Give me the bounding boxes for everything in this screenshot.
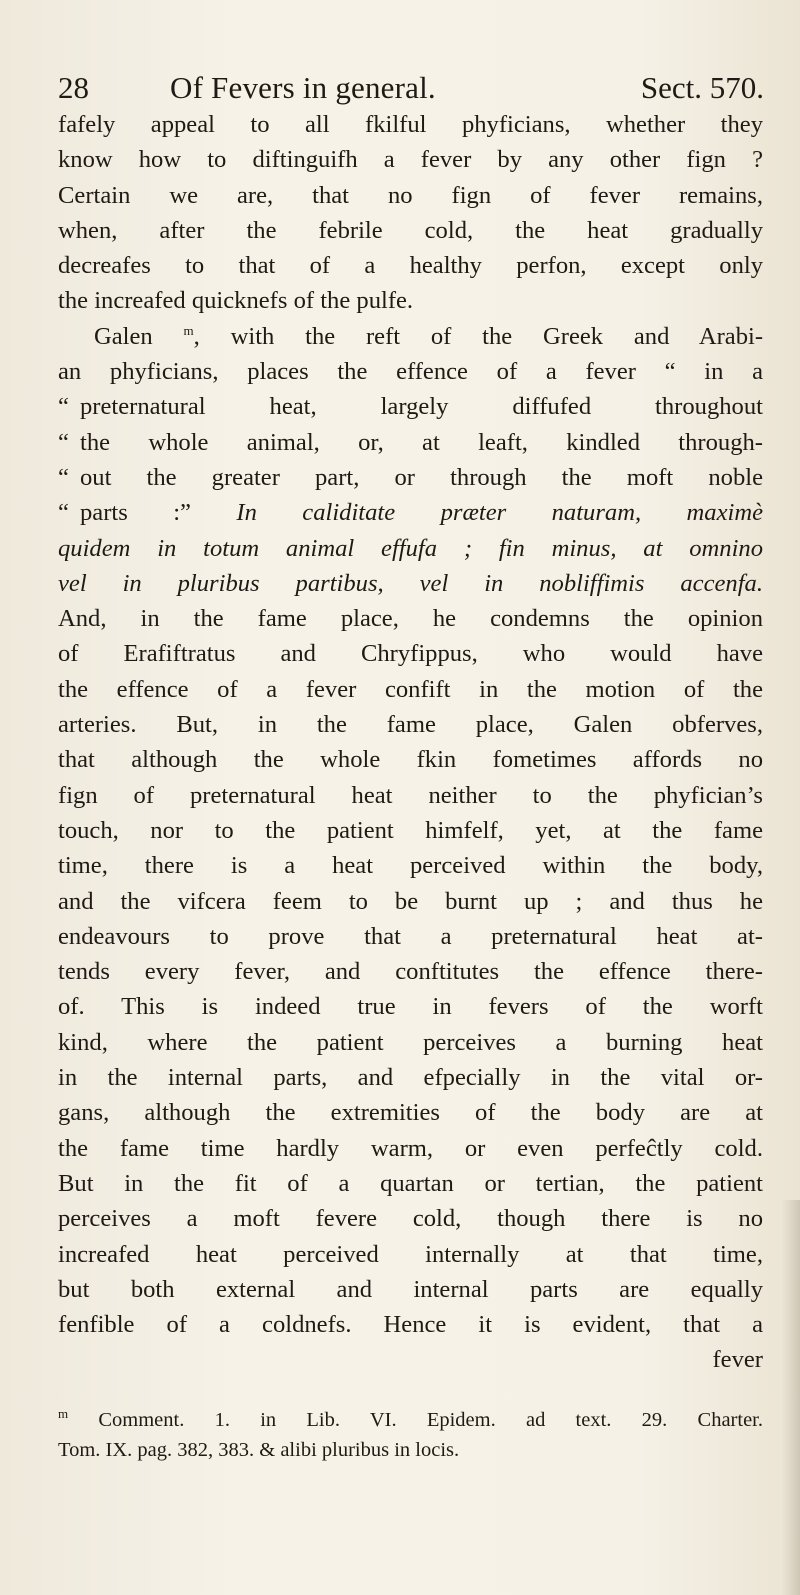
text-line: the effence of a fever confift in the motion of the — [58, 675, 763, 703]
text-line: quidem in totum animal effufa ; fin minus, at omnino — [58, 534, 763, 562]
footnote — [58, 1405, 763, 1465]
footnote-ref: m — [183, 322, 194, 338]
text-line: in the internal parts, and efpecially in the vital or- — [58, 1064, 763, 1092]
page-edge-shadow — [782, 1200, 800, 1595]
running-header — [58, 70, 764, 110]
text-line: fenfible of a coldnefs. Hence it is evident, that a — [58, 1311, 763, 1339]
text-line: “ preternatural heat, largely diffufed throughout — [58, 393, 763, 421]
text-line: But in the fit of a quartan or tertian, the patient — [58, 1169, 763, 1197]
text-line: decreafes to that of a healthy perfon, except only — [58, 252, 763, 280]
text-line: touch, nor to the patient himfelf, yet, at the fame — [58, 816, 763, 844]
text-line: but both external and internal parts are equally — [58, 1275, 763, 1303]
text-line: Galen $^m$, with the reft of the Greek and Arabi- — [94, 322, 764, 350]
text-line: the fame time hardly warm, or even perfeĉtly cold. — [58, 1134, 763, 1162]
footnote-line: Tom. IX. pag. 382, 383. & alibi pluribus in locis. — [58, 1439, 460, 1461]
text-line: know how to diftinguifh a fever by any other fign ? — [58, 146, 763, 174]
text-line: time, there is a heat perceived within the body, — [58, 852, 763, 880]
text-line: tends every fever, and conftitutes the effence there- — [58, 958, 763, 986]
text-line: fafely appeal to all fkilful phyficians, whether they — [58, 111, 763, 138]
text-line: vel in pluribus partibus, vel in nobliffimis accenfa. — [58, 569, 763, 597]
text-line: “ the whole animal, or, at leaft, kindled through- — [58, 428, 763, 456]
running-title: Of Fevers in general. — [170, 70, 436, 105]
text-line: “ parts :” In caliditate præter naturam, maximè — [58, 499, 763, 527]
page-number: 28 — [58, 70, 89, 105]
section-number: Sect. 570. — [640, 70, 764, 105]
footnote-marker: m — [58, 1406, 69, 1422]
text-line: increafed heat perceived internally at that time, — [58, 1240, 763, 1268]
catchword: fever — [712, 1346, 763, 1374]
text-line: gans, although the extremities of the body are at — [58, 1099, 763, 1127]
text-line: the increafed quicknefs of the pulfe. — [58, 287, 414, 315]
text-line: of. This is indeed true in fevers of the worft — [58, 993, 763, 1021]
text-line: kind, where the patient perceives a burning heat — [58, 1028, 763, 1056]
text-line: an phyficians, places the effence of a fever “ in a — [58, 358, 763, 386]
text-line: perceives a moft fevere cold, though there is no — [58, 1205, 763, 1233]
text-line: And, in the fame place, he condemns the opinion — [58, 605, 763, 633]
footnote-line: $^m$ Comment. 1. in Lib. VI. Epidem. ad text. 29. Charter. — [58, 1406, 763, 1431]
text-line: that although the whole fkin fometimes affords no — [58, 746, 763, 774]
text-line: Certain we are, that no fign of fever remains, — [58, 181, 763, 209]
text-line: fign of preternatural heat neither to the phyfician’s — [58, 781, 763, 809]
text-line: endeavours to prove that a preternatural heat at- — [58, 922, 763, 950]
text-line: and the vifcera feem to be burnt up ; and thus he — [58, 887, 763, 915]
text-line: of Erafiftratus and Chryfippus, who would have — [58, 640, 763, 668]
text-line: arteries. But, in the fame place, Galen obferves, — [58, 711, 763, 739]
body-text — [58, 107, 763, 1378]
text-line: “ out the greater part, or through the moft noble — [58, 463, 763, 491]
text-line: when, after the febrile cold, the heat gradually — [58, 216, 763, 244]
